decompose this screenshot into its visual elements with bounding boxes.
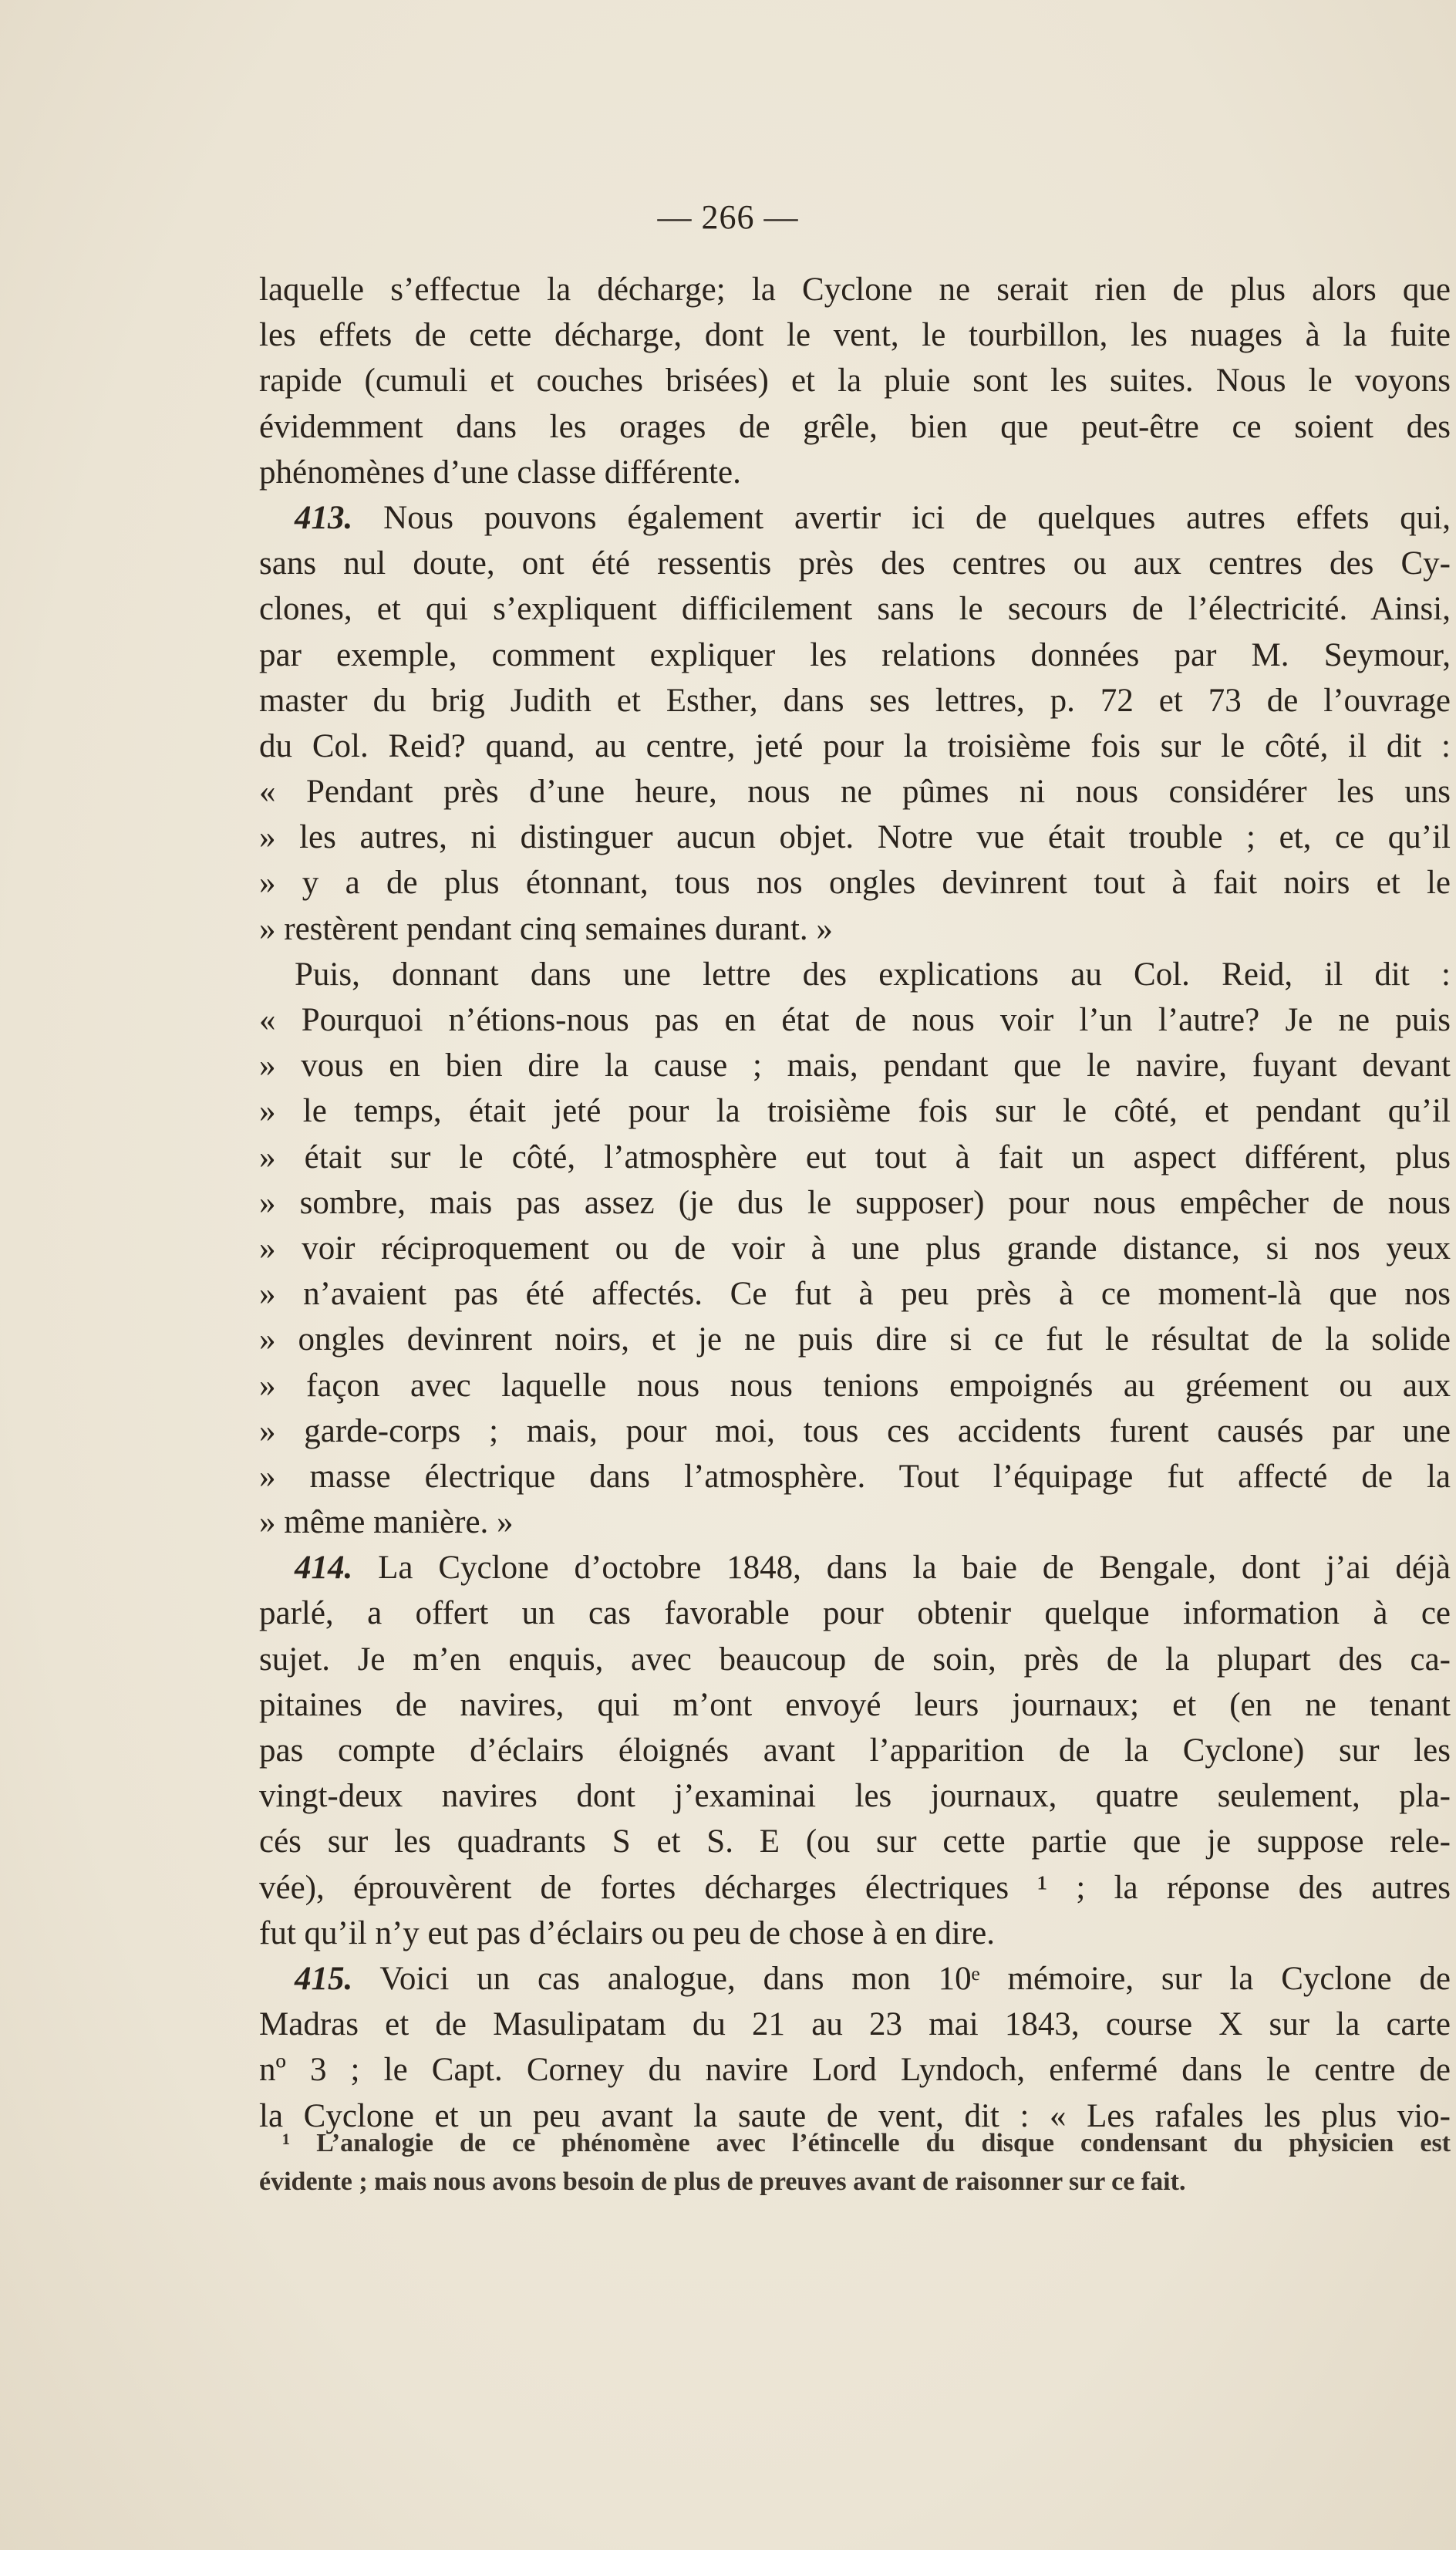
text-line: pas compte d’éclairs éloignés avant l’apparition de la Cyclone) sur les xyxy=(259,1732,1451,1769)
text-line: » masse électrique dans l’atmosphère. Tout l’équipage fut affecté de la xyxy=(259,1458,1451,1495)
text-line: » restèrent pendant cinq semaines durant. » xyxy=(259,910,833,947)
text-line: « Pendant près d’une heure, nous ne pûmes ni nous considérer les uns xyxy=(259,774,1451,811)
text-line: la Cyclone et un peu avant la saute de vent, dit : « Les rafales les plus vio- xyxy=(259,2097,1451,2134)
text-line: » les autres, ni distinguer aucun objet. Notre vue était trouble ; et, ce qu’il xyxy=(259,819,1451,856)
text-line: vingt-deux navires dont j’examinai les journaux, quatre seulement, pla- xyxy=(259,1778,1451,1815)
text-line xyxy=(259,1956,1451,2002)
text-line: du Col. Reid? quand, au centre, jeté pour la troisième fois sur le côté, il dit : xyxy=(259,727,1451,764)
text-line: vée), éprouvèrent de fortes décharges électriques ¹ ; la réponse des autres xyxy=(259,1869,1451,1906)
text-line: » même manière. » xyxy=(259,1504,514,1541)
text-line: » n’avaient pas été affectés. Ce fut à peu près à ce moment-là que nos xyxy=(259,1276,1451,1313)
text-line: nº 3 ; le Capt. Corney du navire Lord Lyndoch, enfermé dans le centre de xyxy=(259,2052,1451,2089)
paragraph-number: 413. xyxy=(295,499,353,536)
text-line: » était sur le côté, l’atmosphère eut tout à fait un aspect différent, plus xyxy=(259,1138,1451,1175)
text-line: » y a de plus étonnant, tous nos ongles devinrent tout à fait noirs et le xyxy=(259,865,1451,902)
text-line: « Pourquoi n’étions-nous pas en état de nous voir l’un l’autre? Je ne puis xyxy=(259,1002,1451,1038)
text-line: fut qu’il n’y eut pas d’éclairs ou peu de chose à en dire. xyxy=(259,1914,996,1951)
text-line: » le temps, était jeté pour la troisième fois sur le côté, et pendant qu’il xyxy=(259,1093,1451,1130)
text-line: laquelle s’effectue la décharge; la Cyclone ne serait rien de plus alors que xyxy=(259,272,1451,308)
text-line: par exemple, comment expliquer les relations données par M. Seymour, xyxy=(259,636,1451,673)
text-line: » voir réciproquement ou de voir à une plus grande distance, si nos yeux xyxy=(259,1229,1451,1267)
text-line: » ongles devinrent noirs, et je ne puis dire si ce fut le résultat de la solide xyxy=(259,1321,1451,1358)
text-line: » garde-corps ; mais, pour moi, tous ces accidents furent causés par une xyxy=(259,1412,1451,1449)
paragraph-number: 414. xyxy=(295,1550,353,1587)
text-line: pitaines de navires, qui m’ont envoyé leurs journaux; et (en ne tenant xyxy=(259,1686,1451,1723)
text-line xyxy=(259,1545,1451,1590)
text-line: Puis, donnant dans une lettre des explications au Col. Reid, il dit : xyxy=(295,956,1451,993)
line-text: Nous pouvons également avertir ici de quelques autres effets qui, xyxy=(352,499,1451,536)
page-number: — 266 — xyxy=(657,198,799,236)
paragraph-number: 415. xyxy=(295,1960,353,1997)
text-line: Madras et de Masulipatam du 21 au 23 mai 1843, course X sur la carte xyxy=(259,2006,1451,2043)
footnote-line: ¹ L’analogie de ce phénomène avec l’étincelle du disque condensant du physicien est xyxy=(282,2129,1451,2157)
line-text: Voici un cas analogue, dans mon 10ᵉ mémoire, sur la Cyclone de xyxy=(352,1960,1451,1997)
text-line: les effets de cette décharge, dont le vent, le tourbillon, les nuages à la fuite xyxy=(259,317,1451,354)
footnote-line: évidente ; mais nous avons besoin de plus de preuves avant de raisonner sur ce fait. xyxy=(259,2167,1186,2196)
text-line: sujet. Je m’en enquis, avec beaucoup de soin, près de la plupart des ca- xyxy=(259,1641,1451,1678)
text-line: sans nul doute, ont été ressentis près des centres ou aux centres des Cy- xyxy=(259,545,1451,582)
body-text xyxy=(259,267,1451,2139)
text-line: master du brig Judith et Esther, dans ses lettres, p. 72 et 73 de l’ouvrage xyxy=(259,682,1451,719)
text-line: clones, et qui s’expliquent difficilement sans le secours de l’électricité. Ainsi, xyxy=(259,591,1451,628)
text-line: cés sur les quadrants S et S. E (ou sur cette partie que je suppose rele- xyxy=(259,1823,1451,1860)
text-line: » façon avec laquelle nous nous tenions empoignés au gréement ou aux xyxy=(259,1367,1451,1404)
text-line: phénomènes d’une classe différente. xyxy=(259,454,741,491)
text-line: » sombre, mais pas assez (je dus le supposer) pour nous empêcher de nous xyxy=(259,1184,1451,1221)
text-line: parlé, a offert un cas favorable pour obtenir quelque information à ce xyxy=(259,1595,1451,1632)
text-line: évidemment dans les orages de grêle, bien que peut-être ce soient des xyxy=(259,408,1451,445)
text-line xyxy=(259,495,1451,541)
footnote xyxy=(259,2124,1451,2201)
text-line: rapide (cumuli et couches brisées) et la pluie sont les suites. Nous le voyons xyxy=(259,363,1451,400)
text-line: » vous en bien dire la cause ; mais, pendant que le navire, fuyant devant xyxy=(259,1047,1451,1084)
line-text: La Cyclone d’octobre 1848, dans la baie de Bengale, dont j’ai déjà xyxy=(352,1550,1451,1587)
